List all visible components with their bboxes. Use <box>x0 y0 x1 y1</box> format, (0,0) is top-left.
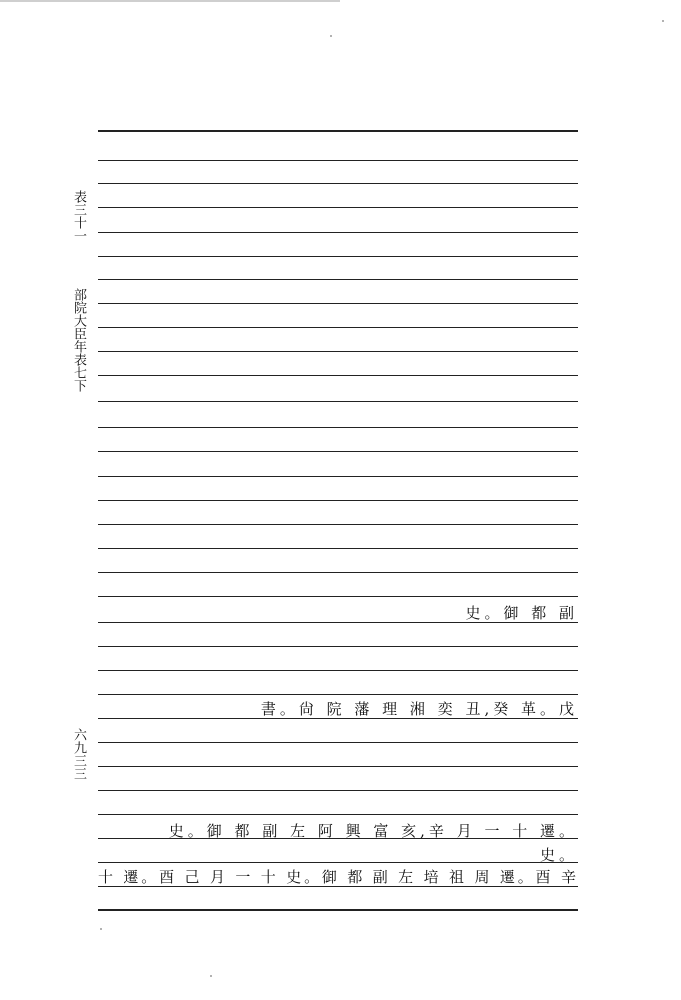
table-rule <box>98 160 578 161</box>
table-rule <box>98 303 578 304</box>
scan-edge <box>0 0 340 2</box>
table-rule <box>98 427 578 428</box>
table-rule <box>98 327 578 328</box>
table-rule <box>98 183 578 184</box>
table-rule <box>98 476 578 477</box>
table-row-entry: 書。尙 院 藩 理 湘 奕 丑,癸 革。戊 <box>260 700 578 718</box>
table-rule <box>98 766 578 767</box>
table-row-entry: 史。御 都 副 左 阿 興 富 亥,辛 月 一 十 遷。 <box>168 822 578 840</box>
table-rule <box>98 596 578 597</box>
table-rule <box>98 524 578 525</box>
table-rule <box>98 401 578 402</box>
table-rule <box>98 646 578 647</box>
table-rule <box>98 130 578 132</box>
table-rule <box>98 279 578 280</box>
table-rule <box>98 207 578 208</box>
scan-speck <box>330 35 332 37</box>
table-rule <box>98 862 578 863</box>
scan-speck <box>662 20 664 22</box>
table-rule <box>98 548 578 549</box>
table-rule <box>98 500 578 501</box>
table-row-entry: 十 遷。酉 己 月 一 十 史。御 都 副 左 培 祖 周 遷。酉 辛 <box>98 868 578 886</box>
table-rule <box>98 694 578 695</box>
table-rule <box>98 572 578 573</box>
table-row-entry: 史。 <box>539 846 578 864</box>
table-rule <box>98 742 578 743</box>
table-rule <box>98 375 578 376</box>
page-number: 六九三三 <box>71 728 86 780</box>
table-title: 表三十一 <box>71 190 86 242</box>
table-rule <box>98 451 578 452</box>
table-subtitle: 部院大臣年表七下 <box>71 288 86 392</box>
table-rule <box>98 909 578 911</box>
table-rule <box>98 232 578 233</box>
table-row-entry: 史。御 都 副 <box>465 604 578 622</box>
table-rule <box>98 790 578 791</box>
scan-speck <box>100 928 102 930</box>
table-rule <box>98 256 578 257</box>
table-rule <box>98 814 578 815</box>
scan-speck <box>210 975 212 977</box>
table-rule <box>98 351 578 352</box>
table-rule <box>98 670 578 671</box>
